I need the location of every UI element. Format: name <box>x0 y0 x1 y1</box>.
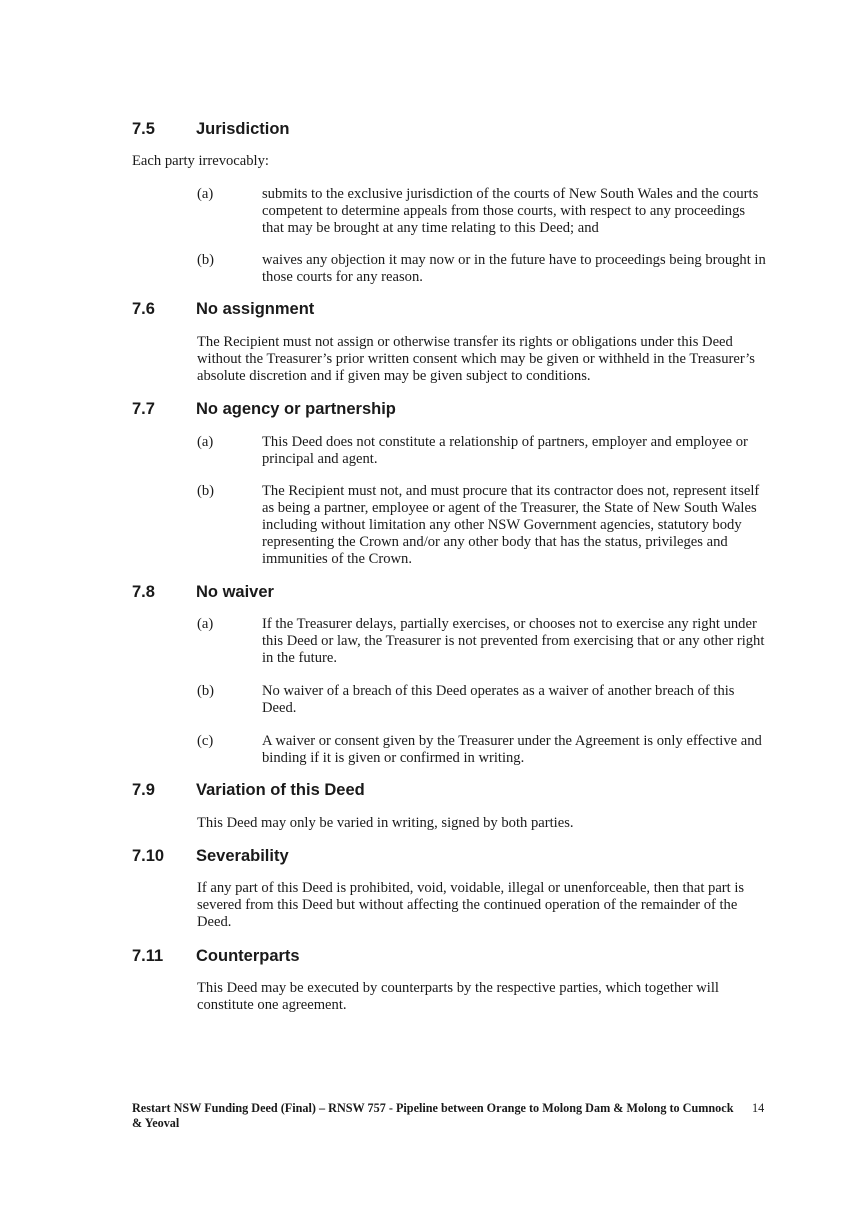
item-label: (a) <box>197 434 214 450</box>
section-title: No agency or partnership <box>196 400 396 418</box>
section-title: Jurisdiction <box>196 120 290 138</box>
page-number: 14 <box>752 1101 765 1115</box>
section-number: 7.5 <box>132 120 155 138</box>
section-number: 7.10 <box>132 847 165 865</box>
item-text: A waiver or consent given by the Treasurer under the Agreement is only effective and binding if it is given or confirmed in writing. <box>262 733 762 766</box>
item-text: This Deed does not constitute a relationship of partners, employer and employee or principal and agent. <box>262 434 748 467</box>
section-heading-7-6 <box>132 299 314 319</box>
section-body: This Deed may be executed by counterparts by the respective parties, which together will constitute one agreement. <box>197 980 719 1013</box>
section-heading-7-9 <box>132 780 365 800</box>
section-title: Counterparts <box>196 947 300 965</box>
section-title: No waiver <box>196 583 274 601</box>
item-label: (a) <box>197 186 214 202</box>
section-body: If any part of this Deed is prohibited, void, voidable, illegal or unenforceable, then that part is severed from this Deed but without affecting the continued operation of the remainder of the Deed. <box>197 880 745 930</box>
section-number: 7.9 <box>132 781 155 799</box>
item-label: (b) <box>197 683 215 699</box>
section-heading-7-10 <box>132 846 289 866</box>
page-footer: Restart NSW Funding Deed (Final) – RNSW 757 - Pipeline between Orange to Molong Dam & Molong to Cumnock & Yeoval <box>132 1101 734 1130</box>
section-intro: Each party irrevocably: <box>132 153 269 169</box>
item-text: The Recipient must not, and must procure that its contractor does not, represent itself as being a partner, employee or agent of the Treasurer, the State of New South Wales including without limitation any other NSW Government agencies, statutory body representing the Crown and/or any other body that has the status, privileges and immunities of the Crown. <box>262 483 760 567</box>
item-text: waives any objection it may now or in the future have to proceedings being brought in those courts for any reason. <box>262 252 766 285</box>
section-number: 7.11 <box>132 947 164 965</box>
section-heading-7-11 <box>132 946 300 966</box>
section-heading-7-8 <box>132 582 274 602</box>
item-text: submits to the exclusive jurisdiction of the courts of New South Wales and the courts competent to determine appeals from those courts, with respect to any proceedings that may be brought at any time relating to this Deed; and <box>262 186 759 236</box>
section-body: This Deed may only be varied in writing, signed by both parties. <box>197 815 574 831</box>
section-heading-7-7 <box>132 399 396 419</box>
item-text: No waiver of a breach of this Deed operates as a waiver of another breach of this Deed. <box>262 683 735 716</box>
section-title: Variation of this Deed <box>196 781 365 799</box>
section-title: Severability <box>196 847 289 865</box>
item-label: (b) <box>197 252 215 268</box>
section-number: 7.8 <box>132 583 155 601</box>
section-heading-7-5 <box>132 119 290 139</box>
section-number: 7.7 <box>132 400 155 418</box>
item-label: (a) <box>197 616 214 632</box>
item-label: (c) <box>197 733 214 749</box>
item-label: (b) <box>197 483 215 499</box>
item-text: If the Treasurer delays, partially exercises, or chooses not to exercise any right under this Deed or law, the Treasurer is not prevented from exercising that or any other right in the future. <box>262 616 765 666</box>
section-body: The Recipient must not assign or otherwise transfer its rights or obligations under this Deed without the Treasurer’s prior written consent which may be given or withheld in the Treasurer’s absolute discretion and if given may be given subject to conditions. <box>197 334 755 384</box>
section-title: No assignment <box>196 300 315 318</box>
section-number: 7.6 <box>132 300 155 318</box>
